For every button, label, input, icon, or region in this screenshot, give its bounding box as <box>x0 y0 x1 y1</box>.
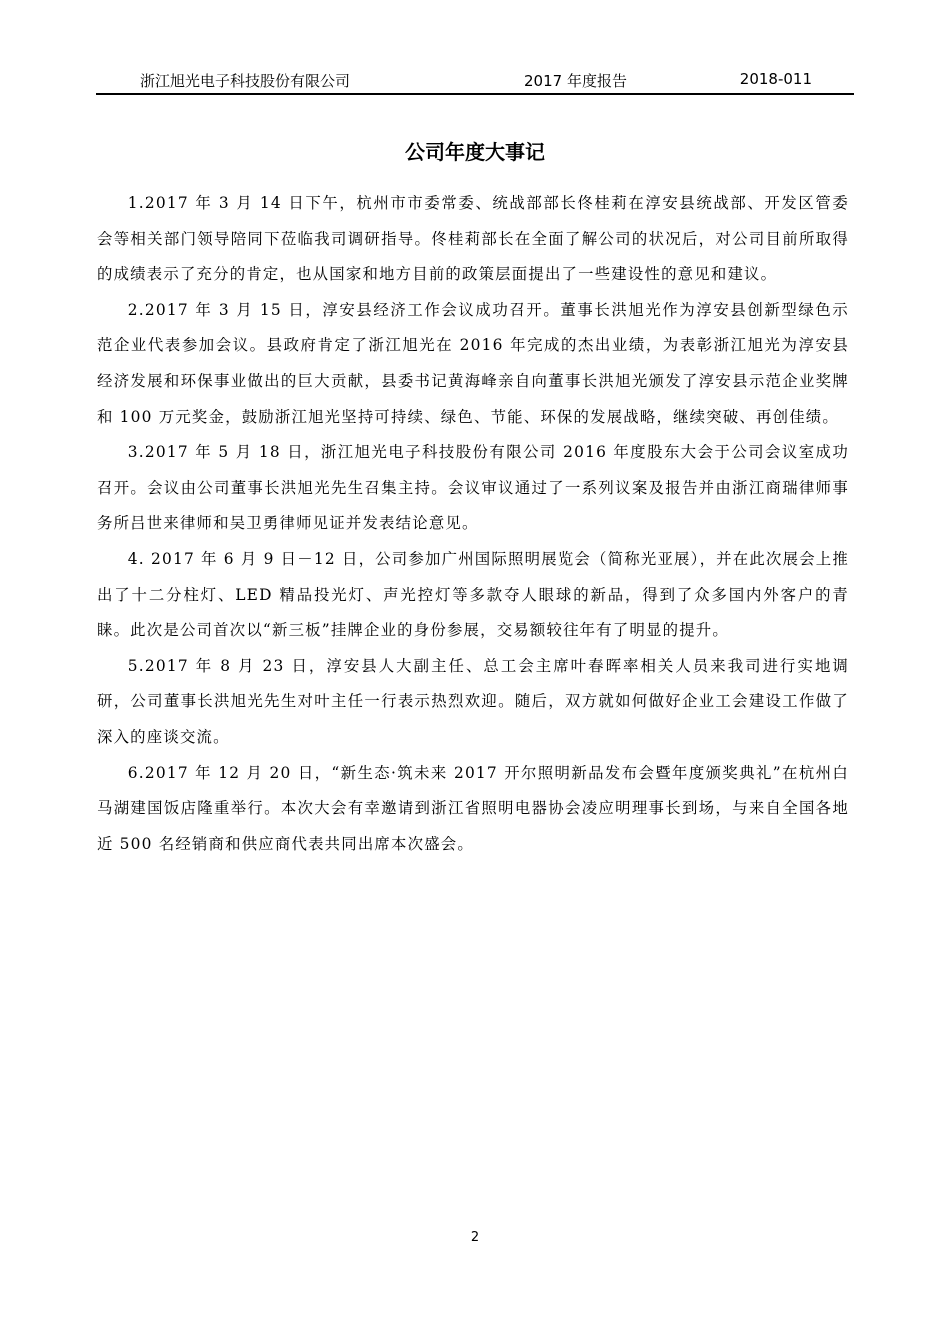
header-divider <box>96 93 854 95</box>
events-list <box>97 186 849 862</box>
page-title: 公司年度大事记 <box>405 140 545 164</box>
header-document-code: 2018-011 <box>739 70 812 88</box>
event-paragraph-6: 6.2017 年 12 月 20 日，“新生态·筑未来 2017 开尔照明新品发布会暨年度颁奖典礼”在杭州白马湖建国饭店隆重举行。本次大会有幸邀请到浙江省照明电器协会凌应明理事长到场，与来自全国各地近 500 名经销商和供应商代表共同出席本次盛会。 <box>97 763 849 853</box>
header-report-title: 2017 年度报告 <box>524 72 627 90</box>
page-header <box>96 68 854 92</box>
header-company-name: 浙江旭光电子科技股份有限公司 <box>140 72 351 90</box>
event-paragraph-1: 1.2017 年 3 月 14 日下午，杭州市市委常委、统战部部长佟桂莉在淳安县统战部、开发区管委会等相关部门领导陪同下莅临我司调研指导。佟桂莉部长在全面了解公司的状况后，对公司目前所取得的成绩表示了充分的肯定，也从国家和地方目前的政策层面提出了一些建设性的意见和建议。 <box>97 194 849 284</box>
event-paragraph-4: 4. 2017 年 6 月 9 日－12 日，公司参加广州国际照明展览会（简称光亚展），并在此次展会上推出了十二分柱灯、LED 精品投光灯、声光控灯等多款夺人眼球的新品，得到了众多国内外客户的青睐。此次是公司首次以“新三板”挂牌企业的身份参展，交易额较往年有了明显的提升。 <box>97 549 849 640</box>
event-paragraph-3: 3.2017 年 5 月 18 日，浙江旭光电子科技股份有限公司 2016 年度股东大会于公司会议室成功召开。会议由公司董事长洪旭光先生召集主持。会议审议通过了一系列议案及报告并由浙江商瑞律师事务所吕世来律师和吴卫勇律师见证并发表结论意见。 <box>97 443 849 533</box>
event-paragraph-2: 2.2017 年 3 月 15 日，淳安县经济工作会议成功召开。董事长洪旭光作为淳安县创新型绿色示范企业代表参加会议。县政府肯定了浙江旭光在 2016 年完成的杰出业绩，为表彰浙江旭光为淳安县经济发展和环保事业做出的巨大贡献，县委书记黄海峰亲自向董事长洪旭光颁发了淳安县示范企业奖牌和 100 万元奖金，鼓励浙江旭光坚持可持续、绿色、节能、环保的发展战略，继续突破、再创佳绩。 <box>97 300 849 426</box>
event-paragraph-5: 5.2017 年 8 月 23 日，淳安县人大副主任、总工会主席叶春晖率相关人员来我司进行实地调研，公司董事长洪旭光先生对叶主任一行表示热烈欢迎。随后，双方就如何做好企业工会建设工作做了深入的座谈交流。 <box>97 656 849 746</box>
page-number: 2 <box>470 1230 480 1245</box>
